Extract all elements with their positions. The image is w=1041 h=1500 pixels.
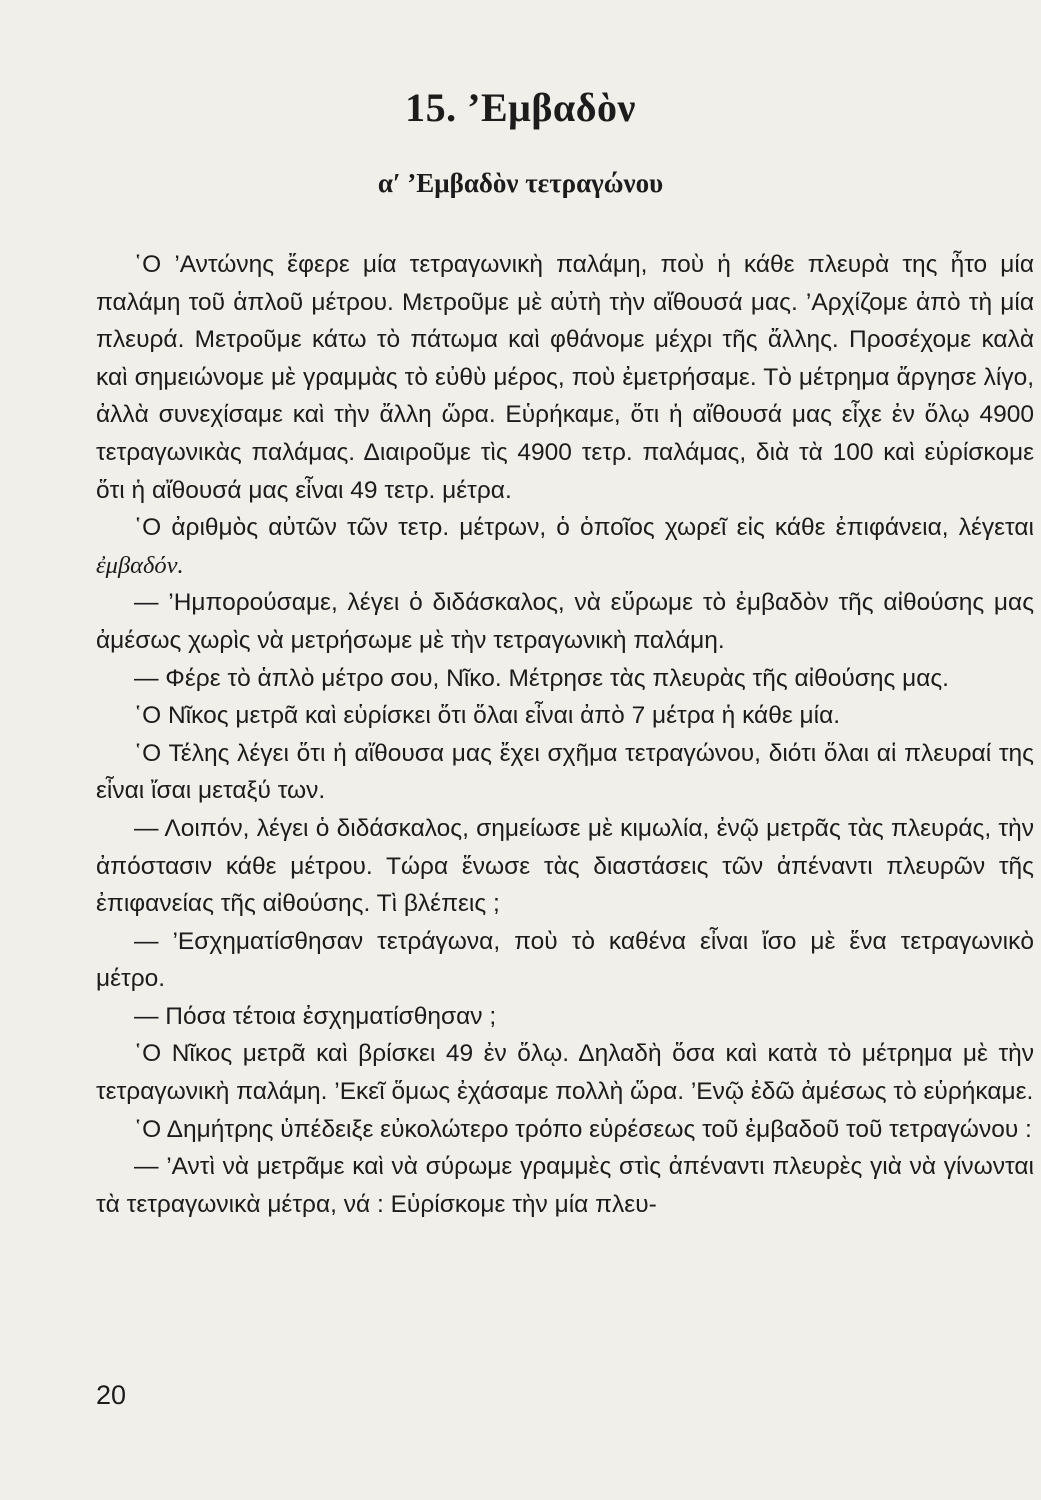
paragraph-2-text: ῾Ο ἀριθμὸς αὐτῶν τῶν τετρ. μέτρων, ὁ ὁποῖος χωρεῖ εἰς κάθε ἐπιφάνεια, λέγεται bbox=[134, 514, 1034, 542]
chapter-title: 15. ’Εμβαδὸν bbox=[405, 85, 636, 130]
paragraph-7: — Λοιπόν, λέγει ὁ διδάσκαλος, σημείωσε μὲ κιμωλία, ἐνῷ μετρᾶς τὰς πλευράς, τὴν ἀπόστασιν κάθε μέτρου. Τώρα ἕνωσε τὰς διαστάσεις τῶν ἀπέναντι πλευρῶν τῆς ἐπιφανείας τῆς αἰθούσης. Τὶ βλέπεις ; bbox=[96, 814, 1034, 918]
term-embadon: ἐμβαδόν. bbox=[96, 551, 184, 579]
paragraph-1: ῾Ο ’Αντώνης ἔφερε μία τετραγωνικὴ παλάμη, ποὺ ἡ κάθε πλευρὰ της ἦτο μία παλάμη τοῦ ἁπλοῦ μέτρου. Μετροῦμε μὲ αὐτὴ τὴν αἴθουσά μας. ’Αρχίζομε ἀπὸ τὴ μία πλευρά. Μετροῦμε κάτω τὸ πάτωμα καὶ φθάνομε μέχρι τῆς ἄλλης. Προσέχομε καλὰ καὶ σημειώνομε μὲ γραμμὰς τὸ εὐθὺ μέρος, ποὺ ἐμετρήσαμε. Τὸ μέτρημα ἄργησε λίγο, ἀλλὰ συνεχίσαμε καὶ τὴν ἄλλη ὥρα. Εὑρήκαμε, ὅτι ἡ αἴθουσά μας εἶχε ἐν ὅλῳ 4900 τετραγωνικὰς παλάμας. Διαιροῦμε τὶς 4900 τετρ. παλάμας, διὰ τὰ 100 καὶ εὑρίσκομε ὅτι ἡ αἴθουσά μας εἶναι 49 τετρ. μέτρα. bbox=[96, 251, 1034, 504]
paragraph-8: — ’Εσχηματίσθησαν τετράγωνα, ποὺ τὸ καθένα εἶναι ἴσο μὲ ἕνα τετραγωνικὸ μέτρο. bbox=[96, 927, 1034, 993]
body-text bbox=[96, 246, 1034, 1223]
page-number: 20 bbox=[96, 1380, 127, 1410]
paragraph-3: — ’Ημπορούσαμε, λέγει ὁ διδάσκαλος, νὰ εὕρωμε τὸ ἐμβαδὸν τῆς αἰθούσης μας ἀμέσως χωρὶς νὰ μετρήσωμε μὲ τὴν τετραγωνικὴ παλάμη. bbox=[96, 589, 1034, 654]
section-title: α′ ’Εμβαδὸν τετραγώνου bbox=[377, 168, 664, 198]
paragraph-5: ῾Ο Νῖκος μετρᾶ καὶ εὑρίσκει ὅτι ὅλαι εἶναι ἀπὸ 7 μέτρα ἡ κάθε μία. bbox=[134, 702, 841, 730]
paragraph-4: — Φέρε τὸ ἁπλὸ μέτρο σου, Νῖκο. Μέτρησε τὰς πλευρὰς τῆς αἰθούσης μας. bbox=[134, 664, 949, 692]
paragraph-6: ῾Ο Τέλης λέγει ὅτι ἡ αἴθουσα μας ἔχει σχῆμα τετραγώνου, διότι ὅλαι αἱ πλευραί της εἶναι ἴσαι μεταξύ των. bbox=[96, 739, 1034, 805]
paragraph-2 bbox=[96, 509, 1034, 584]
paragraph-12: — ’Αντὶ νὰ μετρᾶμε καὶ νὰ σύρωμε γραμμὲς στὶς ἀπέναντι πλευρὲς γιὰ νὰ γίνωνται τὰ τετραγωνικὰ μέτρα, νά : Εὑρίσκομε τὴν μία πλευ- bbox=[96, 1153, 1034, 1218]
paragraph-10: ῾Ο Νῖκος μετρᾶ καὶ βρίσκει 49 ἐν ὅλῳ. Δηλαδὴ ὅσα καὶ κατὰ τὸ μέτρημα μὲ τὴν τετραγωνικὴ παλάμη. ’Εκεῖ ὅμως ἐχάσαμε πολλὴ ὥρα. ’Ενῷ ἐδῶ ἀμέσως τὸ εὑρήκαμε. bbox=[96, 1040, 1034, 1106]
paragraph-11: ῾Ο Δημήτρης ὑπέδειξε εὐκολώτερο τρόπο εὑρέσεως τοῦ ἐμβαδοῦ τοῦ τετραγώνου : bbox=[134, 1115, 1032, 1143]
paragraph-9: — Πόσα τέτοια ἐσχηματίσθησαν ; bbox=[134, 1002, 497, 1030]
